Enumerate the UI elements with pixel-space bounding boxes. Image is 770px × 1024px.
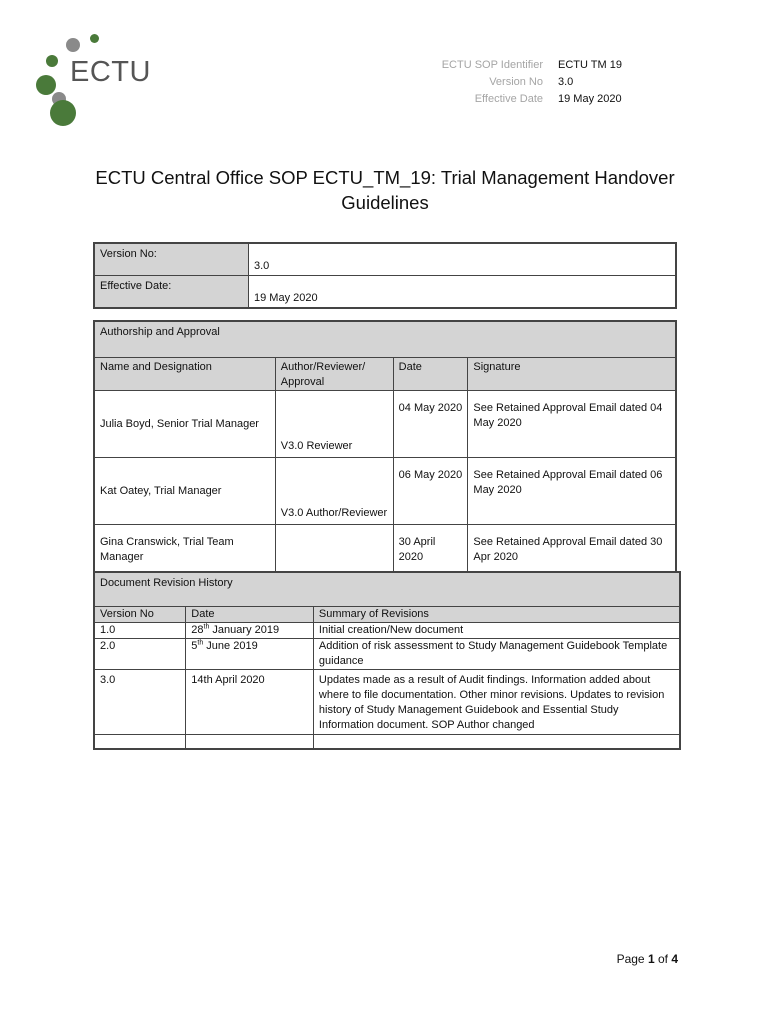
logo-text: ECTU	[70, 56, 151, 88]
empty-cell	[186, 735, 314, 750]
effective-date-value: 19 May 2020	[558, 93, 622, 105]
revision-date: 14th April 2020	[186, 670, 314, 735]
authorship-table	[93, 320, 677, 593]
col-summary-header: Summary of Revisions	[313, 607, 680, 623]
logo-dot	[90, 34, 99, 43]
logo-dot	[66, 38, 80, 52]
revision-summary: Updates made as a result of Audit findings. Information added about where to file documentation. Other minor revisions. Updates to revision history of Study Management Guidebook and Essential Study Information document. SOP Author changed	[313, 670, 680, 735]
col-name-header: Name and Designation	[94, 358, 275, 391]
author-signature: See Retained Approval Email dated 04 May 2020	[468, 391, 676, 458]
version-no-label: Version No	[489, 76, 543, 88]
page-number: Page 1 of 4	[616, 952, 678, 966]
revision-version: 1.0	[94, 623, 186, 639]
revision-version: 2.0	[94, 639, 186, 670]
effective-value-cell: 19 May 2020	[249, 276, 677, 309]
col-date-header: Date	[186, 607, 314, 623]
revision-heading: Document Revision History	[94, 572, 680, 607]
author-signature: See Retained Approval Email dated 06 May 2020	[468, 458, 676, 525]
table-row	[94, 391, 676, 458]
revision-summary: Initial creation/New document	[313, 623, 680, 639]
author-date: 06 May 2020	[393, 458, 468, 525]
author-name: Gina Cranswick, Trial Team Manager	[94, 525, 275, 593]
effective-label-cell: Effective Date:	[94, 276, 249, 309]
revision-date: 5th June 2019	[186, 639, 314, 670]
author-signature: See Retained Approval Email dated 30 Apr 2020	[468, 525, 676, 593]
header-labels	[442, 57, 543, 108]
document-title	[60, 165, 710, 215]
title-line-1: ECTU Central Office SOP ECTU_TM_19: Trial Management Handover	[95, 167, 675, 188]
logo-dot	[50, 100, 76, 126]
empty-cell	[94, 735, 186, 750]
revision-history-table	[93, 571, 681, 750]
version-table	[93, 242, 677, 309]
author-name: Kat Oatey, Trial Manager	[94, 458, 275, 525]
table-row	[94, 623, 680, 639]
empty-cell	[313, 735, 680, 750]
header-values	[558, 57, 622, 108]
author-date: 30 April 2020	[393, 525, 468, 593]
col-role-header: Author/Reviewer/ Approval	[275, 358, 393, 391]
revision-summary: Addition of risk assessment to Study Management Guidebook Template guidance	[313, 639, 680, 670]
col-signature-header: Signature	[468, 358, 676, 391]
sop-identifier-value: ECTU TM 19	[558, 59, 622, 71]
table-row	[94, 670, 680, 735]
table-row	[94, 639, 680, 670]
version-value-cell: 3.0	[249, 243, 677, 276]
logo-dot	[36, 75, 56, 95]
effective-date-label: Effective Date	[474, 93, 543, 105]
sop-identifier-label: ECTU SOP Identifier	[441, 59, 543, 71]
table-row	[94, 735, 680, 750]
ectu-logo	[32, 32, 162, 128]
revision-version: 3.0	[94, 670, 186, 735]
author-name: Julia Boyd, Senior Trial Manager	[94, 391, 275, 458]
table-row	[94, 458, 676, 525]
author-date: 04 May 2020	[393, 391, 468, 458]
revision-date: 28th January 2019	[186, 623, 314, 639]
col-date-header: Date	[393, 358, 468, 391]
author-role: V3.0 Author/Reviewer	[275, 458, 393, 525]
author-role: V3.0 Reviewer	[275, 391, 393, 458]
version-label-cell: Version No:	[94, 243, 249, 276]
col-version-header: Version No	[94, 607, 186, 623]
authorship-heading: Authorship and Approval	[94, 321, 676, 358]
logo-dot	[46, 55, 58, 67]
title-line-2: Guidelines	[341, 192, 429, 213]
version-no-value: 3.0	[558, 76, 574, 88]
